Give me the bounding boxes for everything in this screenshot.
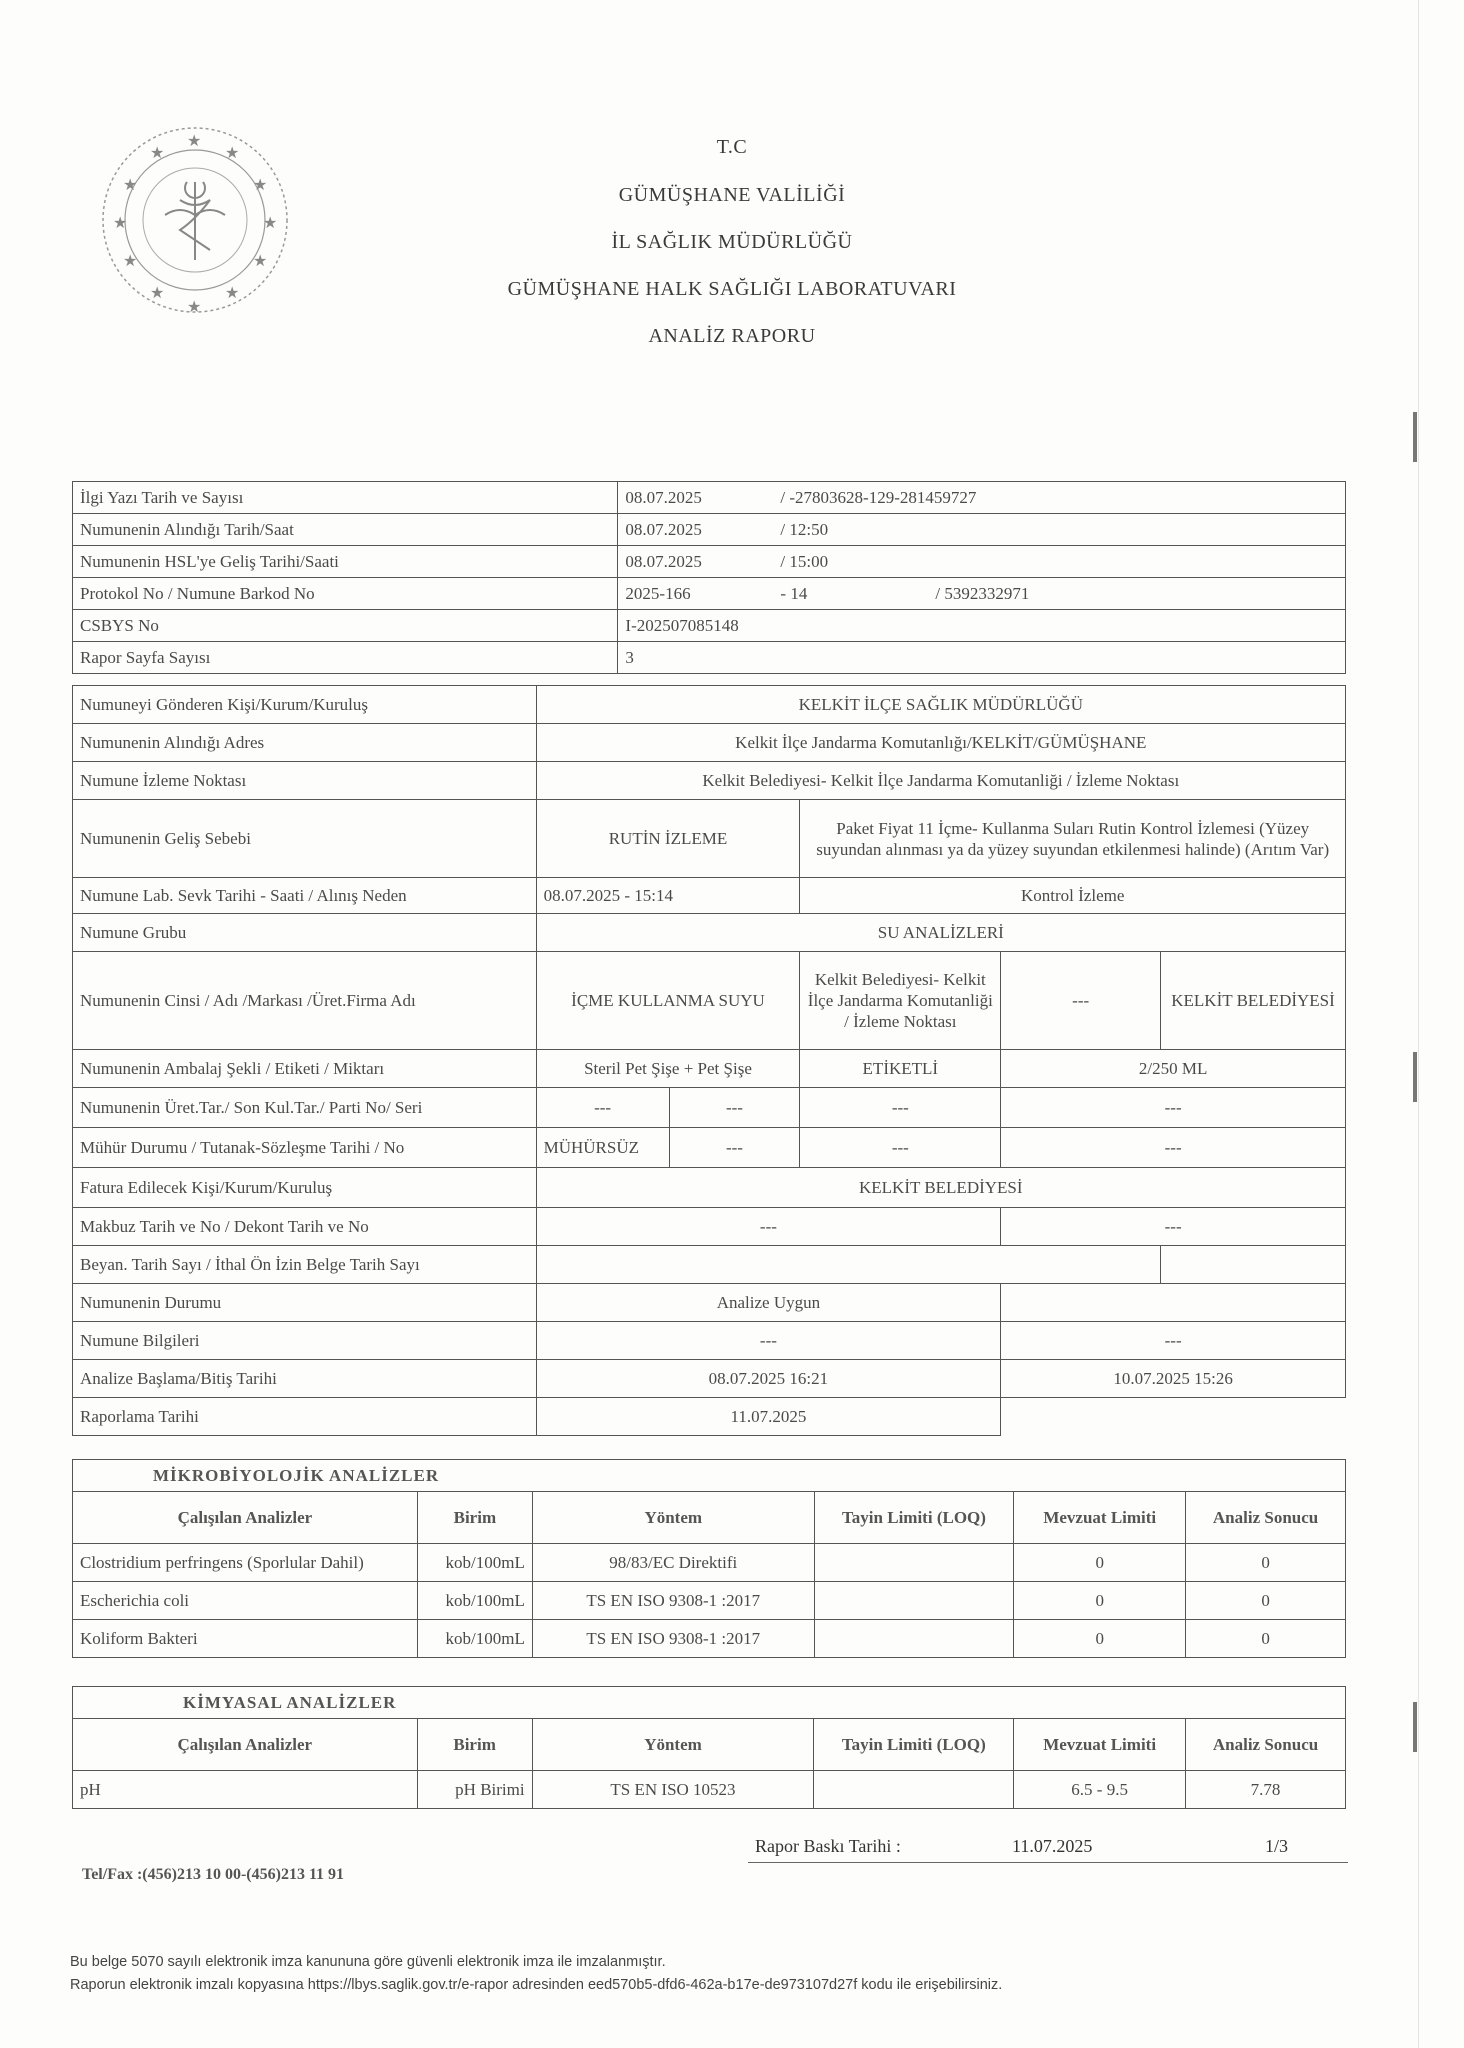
chem-cell: pH Birimi	[417, 1771, 532, 1809]
e-report-link-note: Raporun elektronik imzalı kopyasına https://lbys.saglik.gov.tr/e-rapor adresinden eed570b5-dfd6-462a-b17e-de973107d27f kodu ile erişebilirsiniz.	[70, 1977, 1003, 1993]
label-rapor: Raporlama Tarihi	[73, 1398, 537, 1436]
label-izleme: Numune İzleme Noktası	[73, 762, 537, 800]
label-muhur: Mühür Durumu / Tutanak-Sözleşme Tarihi / No	[73, 1128, 537, 1168]
header-line-valilik: GÜMÜŞHANE VALİLİĞİ	[618, 184, 846, 206]
value-basla-1: 08.07.2025 16:21	[536, 1360, 1001, 1398]
header-line-tc: T.C	[716, 136, 748, 158]
table-row	[73, 1620, 1346, 1658]
micro-cell: TS EN ISO 9308-1 :2017	[532, 1620, 814, 1658]
value-uret-3: ---	[800, 1088, 1001, 1128]
value-gonderen: KELKİT İLÇE SAĞLIK MÜDÜRLÜĞÜ	[536, 686, 1345, 724]
micro-section-title: MİKROBİYOLOJİK ANALİZLER	[73, 1460, 1346, 1492]
row-izleme	[73, 762, 1346, 800]
row-beyan	[73, 1246, 1346, 1284]
value-ambalaj-1: Steril Pet Şişe + Pet Şişe	[536, 1050, 800, 1088]
top-table-row	[73, 514, 1346, 546]
row-basla	[73, 1360, 1346, 1398]
svg-text:★: ★	[150, 143, 165, 162]
top-row-label: Protokol No / Numune Barkod No	[73, 578, 618, 610]
top-row-value-part: I-202507085148	[625, 615, 739, 635]
label-adres: Numunenin Alındığı Adres	[73, 724, 537, 762]
row-sebep	[73, 800, 1346, 878]
label-gonderen: Numuneyi Gönderen Kişi/Kurum/Kuruluş	[73, 686, 537, 724]
top-row-value	[618, 610, 1346, 642]
label-ambalaj: Numunenin Ambalaj Şekli / Etiketi / Miktarı	[73, 1050, 537, 1088]
label-basla: Analize Başlama/Bitiş Tarihi	[73, 1360, 537, 1398]
value-muhur-1: MÜHÜRSÜZ	[536, 1128, 669, 1168]
value-durum: Analize Uygun	[536, 1284, 1001, 1322]
chem-header-row	[73, 1719, 1346, 1771]
value-sebep-2: Paket Fiyat 11 İçme- Kullanma Suları Rutin Kontrol İzlemesi (Yüzey suyundan alınması ya da yüzey suyundan etkilenmesi halinde) (Arıtım Var)	[800, 800, 1346, 878]
top-row-label: Numunenin Alındığı Tarih/Saat	[73, 514, 618, 546]
top-row-value	[618, 642, 1346, 674]
page-number: 1/3	[1265, 1836, 1289, 1856]
micro-cell: 0	[1186, 1544, 1346, 1582]
micro-cell: kob/100mL	[417, 1582, 532, 1620]
value-bilgi-1: ---	[536, 1322, 1001, 1360]
value-cins-2: Kelkit Belediyesi- Kelkit İlçe Jandarma Komutanliği / İzleme Noktası	[800, 952, 1001, 1050]
value-sevk-2: Kontrol İzleme	[800, 878, 1346, 914]
chem-cell	[814, 1771, 1014, 1809]
logo-text	[0, 0, 1, 1]
value-cins-3: ---	[1001, 952, 1161, 1050]
top-row-value	[618, 546, 1346, 578]
label-makbuz: Makbuz Tarih ve No / Dekont Tarih ve No	[73, 1208, 537, 1246]
sample-info-table	[72, 685, 1346, 1436]
micro-cell: 0	[1014, 1582, 1186, 1620]
value-fatura: KELKİT BELEDİYESİ	[536, 1168, 1345, 1208]
value-makbuz-2: ---	[1001, 1208, 1346, 1246]
value-izleme: Kelkit Belediyesi- Kelkit İlçe Jandarma Komutanliği / İzleme Noktası	[536, 762, 1345, 800]
micro-cell: TS EN ISO 9308-1 :2017	[532, 1582, 814, 1620]
footer-rule	[748, 1862, 1348, 1863]
value-uret-4: ---	[1001, 1088, 1346, 1128]
chem-column-header: Tayin Limiti (LOQ)	[814, 1719, 1014, 1771]
value-muhur-2: ---	[669, 1128, 800, 1168]
top-table-row	[73, 642, 1346, 674]
top-row-value-part: / 15:00	[780, 551, 829, 571]
top-row-value-part: 2025-166	[625, 583, 691, 603]
svg-text:★: ★	[263, 213, 278, 232]
value-beyan-2	[1161, 1246, 1346, 1284]
table-row	[73, 1582, 1346, 1620]
row-gonderen	[73, 686, 1346, 724]
value-durum-2	[1001, 1284, 1346, 1322]
micro-column-header: Yöntem	[532, 1492, 814, 1544]
top-row-label: İlgi Yazı Tarih ve Sayısı	[73, 482, 618, 514]
row-sevk	[73, 878, 1346, 914]
top-row-label: CSBYS No	[73, 610, 618, 642]
row-muhur	[73, 1128, 1346, 1168]
print-date-value: 11.07.2025	[1012, 1836, 1093, 1856]
value-uret-2: ---	[669, 1088, 800, 1128]
value-uret-1: ---	[536, 1088, 669, 1128]
chem-section-title: KİMYASAL ANALİZLER	[73, 1687, 1346, 1719]
micro-cell: Escherichia coli	[73, 1582, 418, 1620]
micro-cell: 0	[1186, 1620, 1346, 1658]
top-row-value-part: / -27803628-129-281459727	[780, 487, 977, 507]
scan-mark	[1413, 412, 1417, 462]
row-rapor	[73, 1398, 1346, 1436]
top-row-value-part: 08.07.2025	[625, 519, 702, 539]
top-row-value-part: 08.07.2025	[625, 487, 702, 507]
micro-header-row	[73, 1492, 1346, 1544]
label-grup: Numune Grubu	[73, 914, 537, 952]
chem-column-header: Çalışılan Analizler	[73, 1719, 418, 1771]
svg-text:★: ★	[113, 213, 128, 232]
label-sevk: Numune Lab. Sevk Tarihi - Saati / Alınış Neden	[73, 878, 537, 914]
value-muhur-4: ---	[1001, 1128, 1346, 1168]
svg-text:★: ★	[187, 131, 202, 150]
micro-analysis-table	[72, 1459, 1346, 1658]
scan-mark	[1413, 1702, 1417, 1752]
value-grup: SU ANALİZLERİ	[536, 914, 1345, 952]
value-sebep-1: RUTİN İZLEME	[536, 800, 800, 878]
label-sebep: Numunenin Geliş Sebebi	[73, 800, 537, 878]
svg-text:★: ★	[253, 175, 268, 194]
value-muhur-3: ---	[800, 1128, 1001, 1168]
top-row-label: Rapor Sayfa Sayısı	[73, 642, 618, 674]
row-fatura	[73, 1168, 1346, 1208]
value-cins-1: İÇME KULLANMA SUYU	[536, 952, 800, 1050]
print-date-label: Rapor Baskı Tarihi :	[755, 1836, 901, 1856]
scan-edge	[1418, 0, 1419, 2048]
micro-cell: 0	[1014, 1544, 1186, 1582]
chem-cell: 6.5 - 9.5	[1014, 1771, 1186, 1809]
chem-column-header: Mevzuat Limiti	[1014, 1719, 1186, 1771]
svg-text:★: ★	[225, 283, 240, 302]
row-cins	[73, 952, 1346, 1050]
value-rapor: 11.07.2025	[536, 1398, 1001, 1436]
top-row-value-part: - 14	[780, 583, 808, 603]
svg-text:★: ★	[187, 297, 202, 316]
value-bilgi-2: ---	[1001, 1322, 1346, 1360]
top-row-label: Numunenin HSL'ye Geliş Tarihi/Saati	[73, 546, 618, 578]
svg-text:★: ★	[150, 283, 165, 302]
row-adres	[73, 724, 1346, 762]
micro-cell: kob/100mL	[417, 1544, 532, 1582]
micro-cell: 0	[1186, 1582, 1346, 1620]
scan-mark	[1413, 1052, 1417, 1102]
label-bilgi: Numune Bilgileri	[73, 1322, 537, 1360]
top-info-table	[72, 481, 1346, 674]
micro-column-header: Çalışılan Analizler	[73, 1492, 418, 1544]
chem-cell: TS EN ISO 10523	[532, 1771, 814, 1809]
chem-analysis-table	[72, 1686, 1346, 1809]
top-row-value	[618, 578, 1346, 610]
row-grup	[73, 914, 1346, 952]
micro-cell: Koliform Bakteri	[73, 1620, 418, 1658]
value-beyan-1	[536, 1246, 1160, 1284]
micro-cell	[814, 1620, 1014, 1658]
micro-cell	[814, 1544, 1014, 1582]
top-table-row	[73, 482, 1346, 514]
micro-cell: 0	[1014, 1620, 1186, 1658]
chem-column-header: Yöntem	[532, 1719, 814, 1771]
top-row-value-part: / 12:50	[780, 519, 829, 539]
value-basla-2: 10.07.2025 15:26	[1001, 1360, 1346, 1398]
table-row	[73, 1771, 1346, 1809]
top-row-value	[618, 482, 1346, 514]
page-title: ANALİZ RAPORU	[648, 325, 816, 347]
micro-column-header: Analiz Sonucu	[1186, 1492, 1346, 1544]
svg-text:★: ★	[225, 143, 240, 162]
table-row	[73, 1544, 1346, 1582]
micro-cell	[814, 1582, 1014, 1620]
label-uret: Numunenin Üret.Tar./ Son Kul.Tar./ Parti No/ Seri	[73, 1088, 537, 1128]
header-line-mudurluk: İL SAĞLIK MÜDÜRLÜĞÜ	[611, 231, 853, 253]
micro-column-header: Birim	[417, 1492, 532, 1544]
top-row-value-part: 3	[625, 647, 634, 667]
chem-column-header: Birim	[417, 1719, 532, 1771]
value-rapor-2	[1001, 1398, 1346, 1436]
value-sevk-1: 08.07.2025 - 15:14	[536, 878, 800, 914]
value-cins-4: KELKİT BELEDİYESİ	[1161, 952, 1346, 1050]
chem-cell: 7.78	[1186, 1771, 1346, 1809]
svg-text:★: ★	[123, 175, 138, 194]
tel-fax: Tel/Fax :(456)213 10 00-(456)213 11 91	[82, 1866, 345, 1883]
top-row-value	[618, 514, 1346, 546]
micro-cell: Clostridium perfringens (Sporlular Dahil)	[73, 1544, 418, 1582]
micro-cell: 98/83/EC Direktifi	[532, 1544, 814, 1582]
chem-cell: pH	[73, 1771, 418, 1809]
top-row-value-part: 08.07.2025	[625, 551, 702, 571]
svg-text:★: ★	[123, 251, 138, 270]
top-table-row	[73, 546, 1346, 578]
chem-column-header: Analiz Sonucu	[1186, 1719, 1346, 1771]
value-ambalaj-3: 2/250 ML	[1001, 1050, 1346, 1088]
row-bilgi	[73, 1322, 1346, 1360]
svg-text:★: ★	[253, 251, 268, 270]
value-ambalaj-2: ETİKETLİ	[800, 1050, 1001, 1088]
micro-column-header: Tayin Limiti (LOQ)	[814, 1492, 1014, 1544]
header-line-lab: GÜMÜŞHANE HALK SAĞLIĞI LABORATUVARI	[507, 278, 957, 300]
micro-cell: kob/100mL	[417, 1620, 532, 1658]
label-beyan: Beyan. Tarih Sayı / İthal Ön İzin Belge Tarih Sayı	[73, 1246, 537, 1284]
row-makbuz	[73, 1208, 1346, 1246]
micro-column-header: Mevzuat Limiti	[1014, 1492, 1186, 1544]
row-uret	[73, 1088, 1346, 1128]
top-table-row	[73, 610, 1346, 642]
value-adres: Kelkit İlçe Jandarma Komutanlığı/KELKİT/GÜMÜŞHANE	[536, 724, 1345, 762]
label-cins: Numunenin Cinsi / Adı /Markası /Üret.Firma Adı	[73, 952, 537, 1050]
e-signature-note: Bu belge 5070 sayılı elektronik imza kanununa göre güvenli elektronik imza ile imzalanmıştır.	[70, 1954, 666, 1970]
top-table-row	[73, 578, 1346, 610]
label-durum: Numunenin Durumu	[73, 1284, 537, 1322]
value-makbuz-1: ---	[536, 1208, 1001, 1246]
label-fatura: Fatura Edilecek Kişi/Kurum/Kuruluş	[73, 1168, 537, 1208]
row-durum	[73, 1284, 1346, 1322]
top-row-value-part: / 5392332971	[935, 583, 1030, 603]
row-ambalaj	[73, 1050, 1346, 1088]
